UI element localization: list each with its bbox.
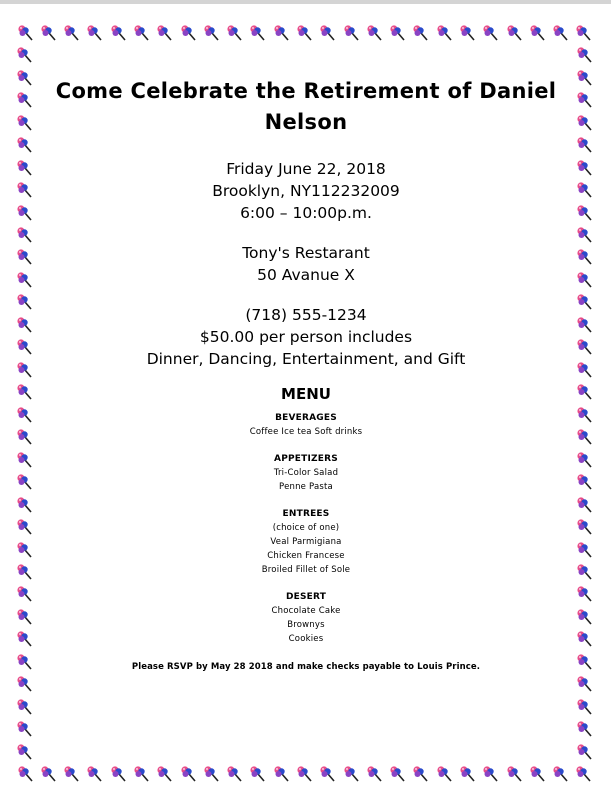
festive-fan-icon — [273, 765, 291, 783]
festive-fan-icon — [576, 46, 594, 64]
festive-fan-icon — [506, 765, 524, 783]
festive-fan-icon — [576, 114, 594, 132]
festive-fan-icon — [529, 24, 547, 42]
festive-fan-icon — [226, 765, 244, 783]
festive-fan-icon — [86, 765, 104, 783]
festive-fan-icon — [576, 473, 594, 491]
festive-fan-icon — [576, 563, 594, 581]
menu-item: Broiled Fillet of Sole — [261, 565, 351, 575]
festive-fan-icon — [576, 451, 594, 469]
festive-fan-icon — [436, 24, 454, 42]
festive-fan-icon — [63, 765, 81, 783]
festive-fan-icon — [576, 720, 594, 738]
festive-fan-icon — [16, 451, 34, 469]
menu-item: Coffee Ice tea Soft drinks — [249, 427, 363, 437]
festive-fan-icon — [576, 383, 594, 401]
festive-fan-icon — [576, 653, 594, 671]
festive-fan-icon — [16, 428, 34, 446]
festive-fan-icon — [436, 765, 454, 783]
festive-fan-icon — [16, 541, 34, 559]
festive-fan-icon — [133, 24, 151, 42]
festive-fan-icon — [576, 226, 594, 244]
festive-fan-icon — [17, 24, 35, 42]
festive-fan-icon — [16, 608, 34, 626]
festive-fan-icon — [16, 720, 34, 738]
festive-fan-icon — [110, 24, 128, 42]
festive-fan-icon — [459, 765, 477, 783]
festive-fan-icon — [576, 585, 594, 603]
festive-fan-icon — [366, 765, 384, 783]
festive-fan-icon — [575, 765, 593, 783]
festive-fan-icon — [576, 608, 594, 626]
festive-fan-icon — [16, 159, 34, 177]
festive-fan-icon — [16, 204, 34, 222]
festive-fan-icon — [273, 24, 291, 42]
festive-fan-icon — [156, 765, 174, 783]
festive-fan-icon — [575, 24, 593, 42]
festive-fan-icon — [16, 630, 34, 648]
venue-name: Tony's Restarant — [242, 244, 370, 262]
festive-fan-icon — [576, 743, 594, 761]
festive-fan-icon — [576, 316, 594, 334]
festive-fan-icon — [40, 24, 58, 42]
festive-fan-icon — [180, 765, 198, 783]
event-city: Brooklyn, NY112232009 — [212, 182, 400, 200]
festive-fan-icon — [576, 518, 594, 536]
festive-fan-icon — [343, 765, 361, 783]
festive-fan-icon — [576, 338, 594, 356]
festive-fan-icon — [16, 248, 34, 266]
festive-fan-icon — [16, 91, 34, 109]
menu-item: Chocolate Cake — [271, 606, 341, 616]
festive-fan-icon — [576, 248, 594, 266]
festive-fan-icon — [16, 226, 34, 244]
ticket-price: $50.00 per person includes — [199, 328, 413, 346]
festive-fan-icon — [296, 765, 314, 783]
festive-fan-icon — [412, 24, 430, 42]
invitation-title: Come Celebrate the Retirement of Daniel Nelson — [55, 79, 557, 134]
festive-fan-icon — [529, 765, 547, 783]
festive-fan-icon — [576, 675, 594, 693]
festive-fan-icon — [552, 24, 570, 42]
festive-fan-icon — [110, 765, 128, 783]
festive-fan-icon — [16, 46, 34, 64]
festive-fan-icon — [16, 114, 34, 132]
festive-fan-icon — [17, 765, 35, 783]
menu-section-heading: ENTREES — [282, 509, 330, 519]
menu-section-desert — [40, 591, 572, 646]
festive-fan-icon — [389, 765, 407, 783]
rsvp-note: Please RSVP by May 28 2018 and make checks payable to Louis Prince. — [131, 662, 481, 672]
festive-fan-icon — [16, 518, 34, 536]
festive-fan-icon — [412, 765, 430, 783]
border-bottom — [14, 763, 596, 785]
menu-section-entrees — [40, 508, 572, 577]
festive-fan-icon — [16, 563, 34, 581]
border-top — [14, 22, 596, 44]
festive-fan-icon — [576, 428, 594, 446]
festive-fan-icon — [16, 698, 34, 716]
menu-section-heading: BEVERAGES — [275, 413, 337, 423]
festive-fan-icon — [576, 496, 594, 514]
festive-fan-icon — [16, 473, 34, 491]
menu-section-appetizers — [40, 453, 572, 494]
festive-fan-icon — [576, 91, 594, 109]
festive-fan-icon — [16, 69, 34, 87]
festive-fan-icon — [16, 675, 34, 693]
festive-fan-icon — [482, 765, 500, 783]
festive-fan-icon — [576, 293, 594, 311]
border-right — [574, 44, 596, 763]
festive-fan-icon — [16, 293, 34, 311]
festive-fan-icon — [576, 204, 594, 222]
event-time: 6:00 – 10:00p.m. — [240, 204, 372, 222]
festive-fan-icon — [16, 136, 34, 154]
festive-fan-icon — [576, 406, 594, 424]
festive-fan-icon — [16, 316, 34, 334]
event-date: Friday June 22, 2018 — [226, 160, 386, 178]
border-left — [14, 44, 36, 763]
festive-fan-icon — [16, 585, 34, 603]
menu-item: (choice of one) — [272, 523, 340, 533]
festive-fan-icon — [203, 765, 221, 783]
festive-fan-icon — [40, 765, 58, 783]
festive-fan-icon — [576, 541, 594, 559]
festive-fan-icon — [576, 361, 594, 379]
festive-fan-icon — [576, 181, 594, 199]
festive-fan-icon — [576, 630, 594, 648]
venue-address: 50 Avanue X — [257, 266, 355, 284]
festive-fan-icon — [482, 24, 500, 42]
menu-item: Veal Parmigiana — [270, 537, 342, 547]
festive-fan-icon — [576, 698, 594, 716]
festive-fan-icon — [319, 24, 337, 42]
festive-fan-icon — [343, 24, 361, 42]
festive-fan-icon — [156, 24, 174, 42]
menu-item: Brownys — [287, 620, 325, 630]
festive-fan-icon — [576, 136, 594, 154]
menu-item: Cookies — [288, 634, 324, 644]
festive-fan-icon — [249, 24, 267, 42]
festive-fan-icon — [389, 24, 407, 42]
menu-section-beverages — [40, 412, 572, 439]
festive-fan-icon — [16, 653, 34, 671]
festive-fan-icon — [203, 24, 221, 42]
festive-fan-icon — [576, 69, 594, 87]
festive-fan-icon — [226, 24, 244, 42]
menu-section-heading: APPETIZERS — [274, 454, 338, 464]
festive-fan-icon — [576, 159, 594, 177]
festive-fan-icon — [133, 765, 151, 783]
festive-fan-icon — [249, 765, 267, 783]
festive-fan-icon — [16, 383, 34, 401]
menu-heading: MENU — [281, 385, 331, 403]
festive-fan-icon — [16, 406, 34, 424]
festive-fan-icon — [506, 24, 524, 42]
festive-fan-icon — [86, 24, 104, 42]
contact-phone: (718) 555-1234 — [245, 306, 367, 324]
menu-item: Tri-Color Salad — [273, 468, 339, 478]
festive-fan-icon — [552, 765, 570, 783]
festive-fan-icon — [16, 743, 34, 761]
window-top-edge — [0, 0, 611, 4]
festive-fan-icon — [16, 181, 34, 199]
invitation-page — [40, 70, 572, 674]
festive-fan-icon — [296, 24, 314, 42]
festive-fan-icon — [16, 496, 34, 514]
menu-section-heading: DESERT — [285, 592, 327, 602]
menu-item: Penne Pasta — [279, 482, 333, 492]
price-includes: Dinner, Dancing, Entertainment, and Gift — [146, 350, 466, 368]
festive-fan-icon — [459, 24, 477, 42]
festive-fan-icon — [319, 765, 337, 783]
festive-fan-icon — [16, 361, 34, 379]
festive-fan-icon — [576, 271, 594, 289]
festive-fan-icon — [180, 24, 198, 42]
menu-item: Chicken Francese — [267, 551, 345, 561]
festive-fan-icon — [16, 338, 34, 356]
festive-fan-icon — [366, 24, 384, 42]
festive-fan-icon — [16, 271, 34, 289]
festive-fan-icon — [63, 24, 81, 42]
